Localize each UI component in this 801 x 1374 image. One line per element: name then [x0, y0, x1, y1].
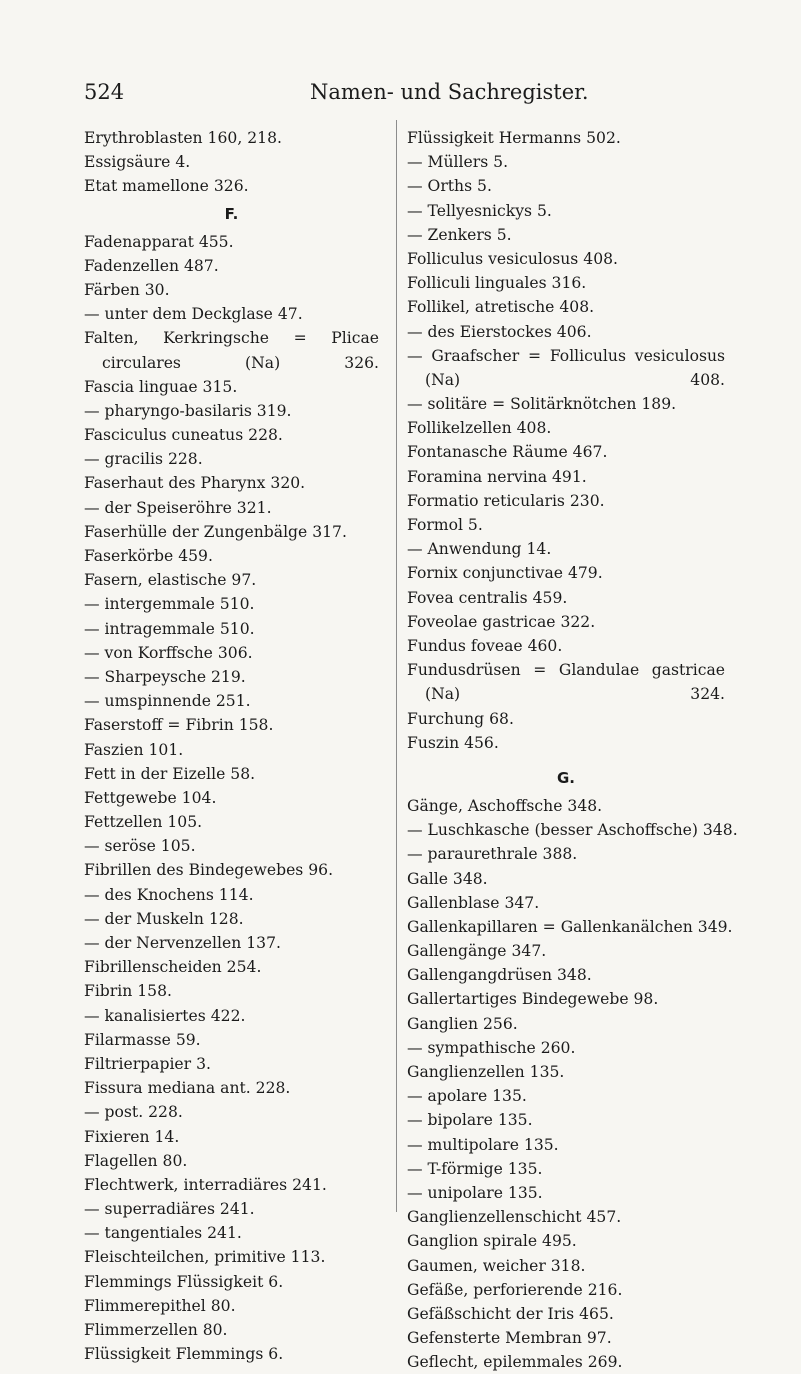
section-letter: F.	[224, 204, 239, 223]
index-entry: Fadenzellen 487.	[84, 256, 219, 275]
index-entry: Fettzellen 105.	[84, 813, 203, 832]
index-entry: Faszien 101.	[84, 740, 184, 759]
column-divider	[396, 120, 397, 1212]
index-entry: — gracilis 228.	[84, 450, 203, 469]
index-entry: Flechtwerk, interradiäres 241.	[84, 1175, 327, 1194]
running-title: Namen- und Sachregister.	[310, 80, 589, 104]
index-entry: Faserhülle der Zungenbälge 317.	[84, 522, 347, 541]
index-entry: Flüssigkeit Flemmings 6.	[84, 1345, 284, 1364]
index-entry: Foveolae gastricae 322.	[407, 612, 596, 631]
index-entry: — umspinnende 251.	[84, 692, 251, 711]
index-entry: Fuszin 456.	[407, 733, 499, 752]
index-entry: Falten, Kerkringsche = Plicae circulares (Na) 326.	[84, 329, 379, 372]
index-entry: — Müllers 5.	[407, 153, 509, 172]
index-entry: Gefäße, perforierende 216.	[407, 1280, 623, 1299]
index-entry: Gallenblase 347.	[407, 893, 540, 912]
index-entry: Fontanasche Räume 467.	[407, 443, 608, 462]
index-entry: — intragemmale 510.	[84, 619, 255, 638]
index-entry: — unter dem Deckglase 47.	[84, 305, 303, 324]
index-entry: Follikel, atretische 408.	[407, 298, 595, 317]
index-entry: Faserkörbe 459.	[84, 547, 213, 566]
index-entry: Formol 5.	[407, 516, 483, 535]
index-entry: Fornix conjunctivae 479.	[407, 564, 603, 583]
index-entry: — T-förmige 135.	[407, 1159, 543, 1178]
index-entry: Fovea centralis 459.	[407, 588, 568, 607]
index-entry: Ganglien 256.	[407, 1014, 518, 1033]
index-entry: Gallenkapillaren = Gallenkanälchen 349.	[407, 917, 733, 936]
index-entry: Ganglion spirale 495.	[407, 1232, 577, 1251]
index-entry: — tangentiales 241.	[84, 1224, 242, 1243]
index-entry: Filarmasse 59.	[84, 1030, 201, 1049]
index-entry: Erythroblasten 160, 218.	[84, 129, 282, 147]
index-entry: — von Korffsche 306.	[84, 643, 253, 662]
index-entry: Flüssigkeit Hermanns 502.	[407, 129, 621, 147]
index-entry: — unipolare 135.	[407, 1183, 543, 1202]
index-entry: — des Eierstockes 406.	[407, 322, 592, 341]
index-entry: — bipolare 135.	[407, 1111, 533, 1130]
index-entry: — solitäre = Solitärknötchen 189.	[407, 395, 677, 414]
index-entry: — der Nervenzellen 137.	[84, 934, 281, 953]
index-entry: Fixieren 14.	[84, 1127, 180, 1146]
index-entry: Fissura mediana ant. 228.	[84, 1079, 291, 1098]
index-entry: — Luschkasche (besser Aschoffsche) 348.	[407, 821, 738, 840]
index-entry: Gallertartiges Bindegewebe 98.	[407, 990, 659, 1009]
index-entry: Fett in der Eizelle 58.	[84, 764, 256, 783]
index-entry: — kanalisiertes 422.	[84, 1006, 246, 1025]
index-entry: — apolare 135.	[407, 1087, 527, 1106]
index-entry: Gänge, Aschoffsche 348.	[407, 796, 603, 815]
index-entry: Färben 30.	[84, 280, 170, 299]
index-entry: — des Knochens 114.	[84, 885, 254, 904]
index-entry: Gefäßschicht der Iris 465.	[407, 1304, 614, 1323]
index-entry: — post. 228.	[84, 1103, 183, 1122]
index-entry: — der Speiseröhre 321.	[84, 498, 272, 517]
section-letter: G.	[556, 768, 575, 787]
index-entry: Geflecht, epilemmales 269.	[407, 1353, 623, 1372]
index-entry: Galle 348.	[407, 869, 488, 888]
index-entry: Gaumen, weicher 318.	[407, 1256, 586, 1275]
index-entry: Flimmerepithel 80.	[84, 1296, 236, 1315]
index-entry: — Sharpeysche 219.	[84, 667, 246, 686]
index-entry: — paraurethrale 388.	[407, 845, 578, 864]
index-entry: Folliculus vesiculosus 408.	[407, 249, 618, 268]
page-number: 524	[84, 80, 125, 104]
index-entry: Fibrillenscheiden 254.	[84, 958, 262, 977]
index-entry: Flagellen 80.	[84, 1151, 188, 1170]
index-column-left	[84, 126, 379, 1366]
index-entry: Folliculi linguales 316.	[407, 274, 587, 293]
index-entry: Ganglienzellen 135.	[407, 1063, 565, 1081]
index-entry: Fundusdrüsen = Glandulae gastricae (Na) 324.	[407, 661, 725, 704]
index-entry: Gallengänge 347.	[407, 942, 547, 961]
index-entry: Fettgewebe 104.	[84, 788, 217, 807]
index-entry: — der Muskeln 128.	[84, 909, 244, 928]
index-entry: Essigsäure 4.	[84, 153, 191, 172]
index-entry: — pharyngo-basilaris 319.	[84, 401, 292, 420]
index-entry: Faserhaut des Pharynx 320.	[84, 474, 306, 493]
index-entry: Furchung 68.	[407, 709, 514, 728]
index-entry: Fasciculus cuneatus 228.	[84, 426, 283, 445]
index-entry: — Tellyesnickys 5.	[407, 201, 552, 220]
index-entry: Foramina nervina 491.	[407, 467, 587, 486]
index-entry: Fascia linguae 315.	[84, 377, 238, 396]
index-entry: Fleischteilchen, primitive 113.	[84, 1248, 326, 1267]
index-entry: — intergemmale 510.	[84, 595, 255, 614]
index-entry: Ganglienzellenschicht 457.	[407, 1208, 622, 1227]
index-entry: — seröse 105.	[84, 837, 196, 856]
index-entry: Follikelzellen 408.	[407, 419, 552, 438]
index-entry: Formatio reticularis 230.	[407, 491, 605, 510]
index-entry: Flimmerzellen 80.	[84, 1321, 228, 1340]
index-entry: Fibrin 158.	[84, 982, 172, 1001]
index-entry: — superradiäres 241.	[84, 1200, 255, 1219]
index-entry: Gallengangdrüsen 348.	[407, 966, 592, 985]
index-entry: Fibrillen des Bindegewebes 96.	[84, 861, 334, 880]
index-entry: Fasern, elastische 97.	[84, 571, 257, 590]
index-entry: Gefensterte Membran 97.	[407, 1329, 612, 1348]
index-entry: — sympathische 260.	[407, 1038, 576, 1057]
index-column-right	[407, 126, 738, 1374]
index-entry: — multipolare 135.	[407, 1135, 559, 1154]
page-header	[84, 80, 724, 110]
index-entry: — Graafscher = Folliculus vesiculosus (Na) 408.	[407, 346, 725, 389]
index-entry: Etat mamellone 326.	[84, 177, 249, 196]
index-entry: Filtrierpapier 3.	[84, 1054, 211, 1073]
index-entry: Fundus foveae 460.	[407, 636, 563, 655]
index-entry: Flemmings Flüssigkeit 6.	[84, 1272, 284, 1291]
index-entry: — Orths 5.	[407, 177, 492, 196]
index-entry: Fadenapparat 455.	[84, 232, 234, 251]
index-entry: Faserstoff = Fibrin 158.	[84, 716, 274, 735]
index-entry: — Zenkers 5.	[407, 225, 512, 244]
index-entry: — Anwendung 14.	[407, 540, 552, 559]
